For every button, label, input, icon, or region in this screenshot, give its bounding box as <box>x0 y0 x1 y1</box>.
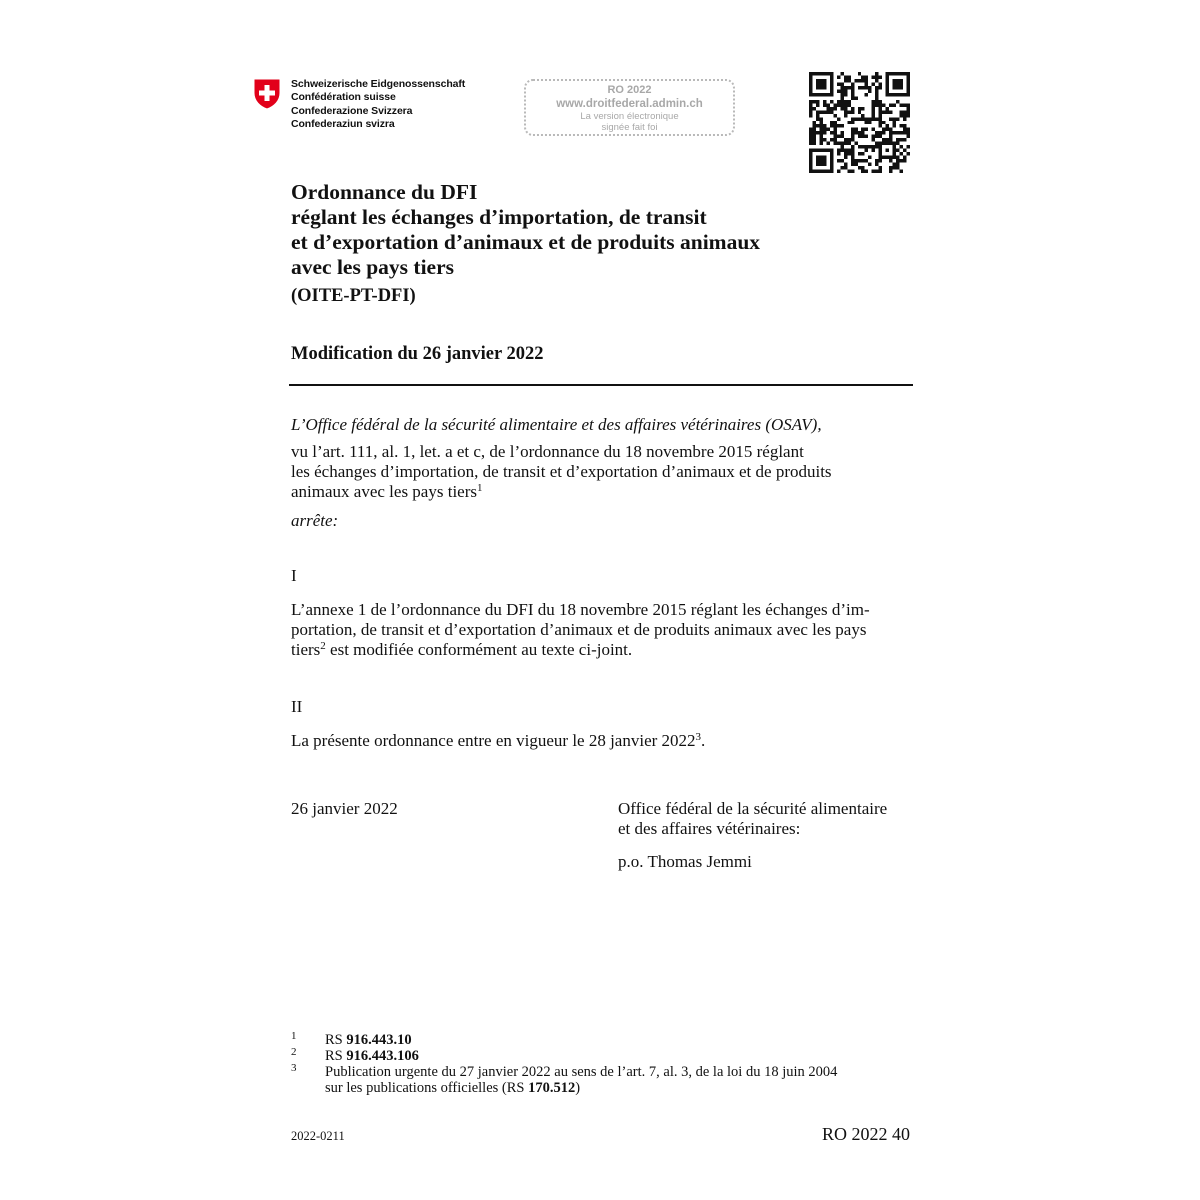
footnote-3-line-1: Publication urgente du 27 janvier 2022 au sens de l’art. 7, al. 3, de la loi du 18 juin 2004 <box>325 1064 838 1080</box>
footnote-3-line-2-suffix: ) <box>575 1080 581 1096</box>
section-number-1: I <box>291 566 297 585</box>
title-divider <box>289 384 913 386</box>
section-1-text <box>291 600 870 660</box>
section-1-line-3 <box>291 640 870 660</box>
legal-basis-line-3-text: animaux avec les pays tiers <box>291 482 477 501</box>
section-1-line-2: portation, de transit et d’exportation d’animaux et de produits animaux avec les pays <box>291 620 867 639</box>
footnote-number-2: 2 <box>291 1046 297 1058</box>
footnote-ref-1[interactable]: 1 <box>477 481 483 494</box>
section-1-line-3-post: est modifiée conformément au texte ci-joint. <box>325 640 633 659</box>
title-line-3: et d’exportation d’animaux et de produits animaux <box>291 230 761 254</box>
confederation-name-rm: Confederaziun svizra <box>291 118 395 131</box>
section-2-period: . <box>701 731 706 750</box>
footnote-2-prefix: RS <box>325 1048 347 1064</box>
footnote-text-1 <box>325 1032 412 1048</box>
stamp-website: www.droitfederal.admin.ch <box>556 98 703 110</box>
footnote-ref-3[interactable]: 3 <box>695 730 702 743</box>
signing-office-line-1: Office fédéral de la sécurité alimentaire <box>618 799 888 818</box>
footnote-number-3: 3 <box>291 1062 297 1074</box>
title-line-2: réglant les échanges d’importation, de transit <box>291 205 707 229</box>
section-1-line-3-pre: tiers <box>291 640 321 659</box>
legal-basis <box>291 442 832 502</box>
footnote-2-rs-number: 916.443.106 <box>346 1048 419 1064</box>
title-line-4: avec les pays tiers <box>291 255 455 279</box>
legal-basis-line-2: les échanges d’importation, de transit et d’exportation d’animaux et de produits <box>291 462 832 481</box>
footnote-1-rs-number: 916.443.10 <box>346 1032 412 1048</box>
confederation-name-fr: Confédération suisse <box>291 91 396 104</box>
stamp-note-2: signée fait foi <box>601 122 658 133</box>
swiss-emblem-icon <box>253 78 281 110</box>
confederation-name-it: Confederazione Svizzera <box>291 104 413 117</box>
modification-date: Modification du 26 janvier 2022 <box>291 344 544 364</box>
qr-code-icon <box>809 72 910 173</box>
electronic-version-stamp <box>524 79 735 136</box>
footnote-3-line-2 <box>325 1080 837 1096</box>
footnote-number-1: 1 <box>291 1030 297 1042</box>
section-2-text <box>291 731 705 751</box>
confederation-names <box>291 78 465 132</box>
ro-reference: RO 2022 40 <box>821 1124 910 1144</box>
document-number: 2022-0211 <box>291 1129 345 1143</box>
section-1-line-1: L’annexe 1 de l’ordonnance du DFI du 18 novembre 2015 réglant les échanges d’im- <box>291 600 870 619</box>
legal-basis-line-3 <box>291 482 832 502</box>
document-title <box>291 180 760 280</box>
section-number-2: II <box>291 697 303 716</box>
title-abbreviation: (OITE-PT-DFI) <box>291 286 416 306</box>
footnote-text-2 <box>325 1048 419 1064</box>
title-line-1: Ordonnance du DFI <box>291 180 478 204</box>
confederation-name-de: Schweizerische Eidgenossenschaft <box>291 78 466 90</box>
signature-date: 26 janvier 2022 <box>291 799 398 818</box>
footnote-text-3 <box>325 1064 837 1096</box>
decree-verb: arrête: <box>291 511 339 530</box>
stamp-ro: RO 2022 <box>607 84 652 96</box>
footnote-3-line-2-prefix: sur les publications officielles (RS <box>325 1080 529 1096</box>
stamp-note-1: La version électronique <box>580 111 679 122</box>
footnote-ref-2[interactable]: 2 <box>320 639 326 652</box>
footnote-1-prefix: RS <box>325 1032 347 1048</box>
signing-office <box>618 799 887 839</box>
signing-office-line-2: et des affaires vétérinaires: <box>618 819 801 838</box>
footnote-3-rs-number: 170.512 <box>528 1080 576 1096</box>
section-2-sentence: La présente ordonnance entre en vigueur le 28 janvier 2022 <box>291 731 696 750</box>
issuing-authority: L’Office fédéral de la sécurité alimentaire et des affaires vétérinaires (OSAV), <box>291 415 822 434</box>
signer-name: p.o. Thomas Jemmi <box>618 852 752 871</box>
legal-basis-line-1: vu l’art. 111, al. 1, let. a et c, de l’ordonnance du 18 novembre 2015 réglant <box>291 442 804 461</box>
